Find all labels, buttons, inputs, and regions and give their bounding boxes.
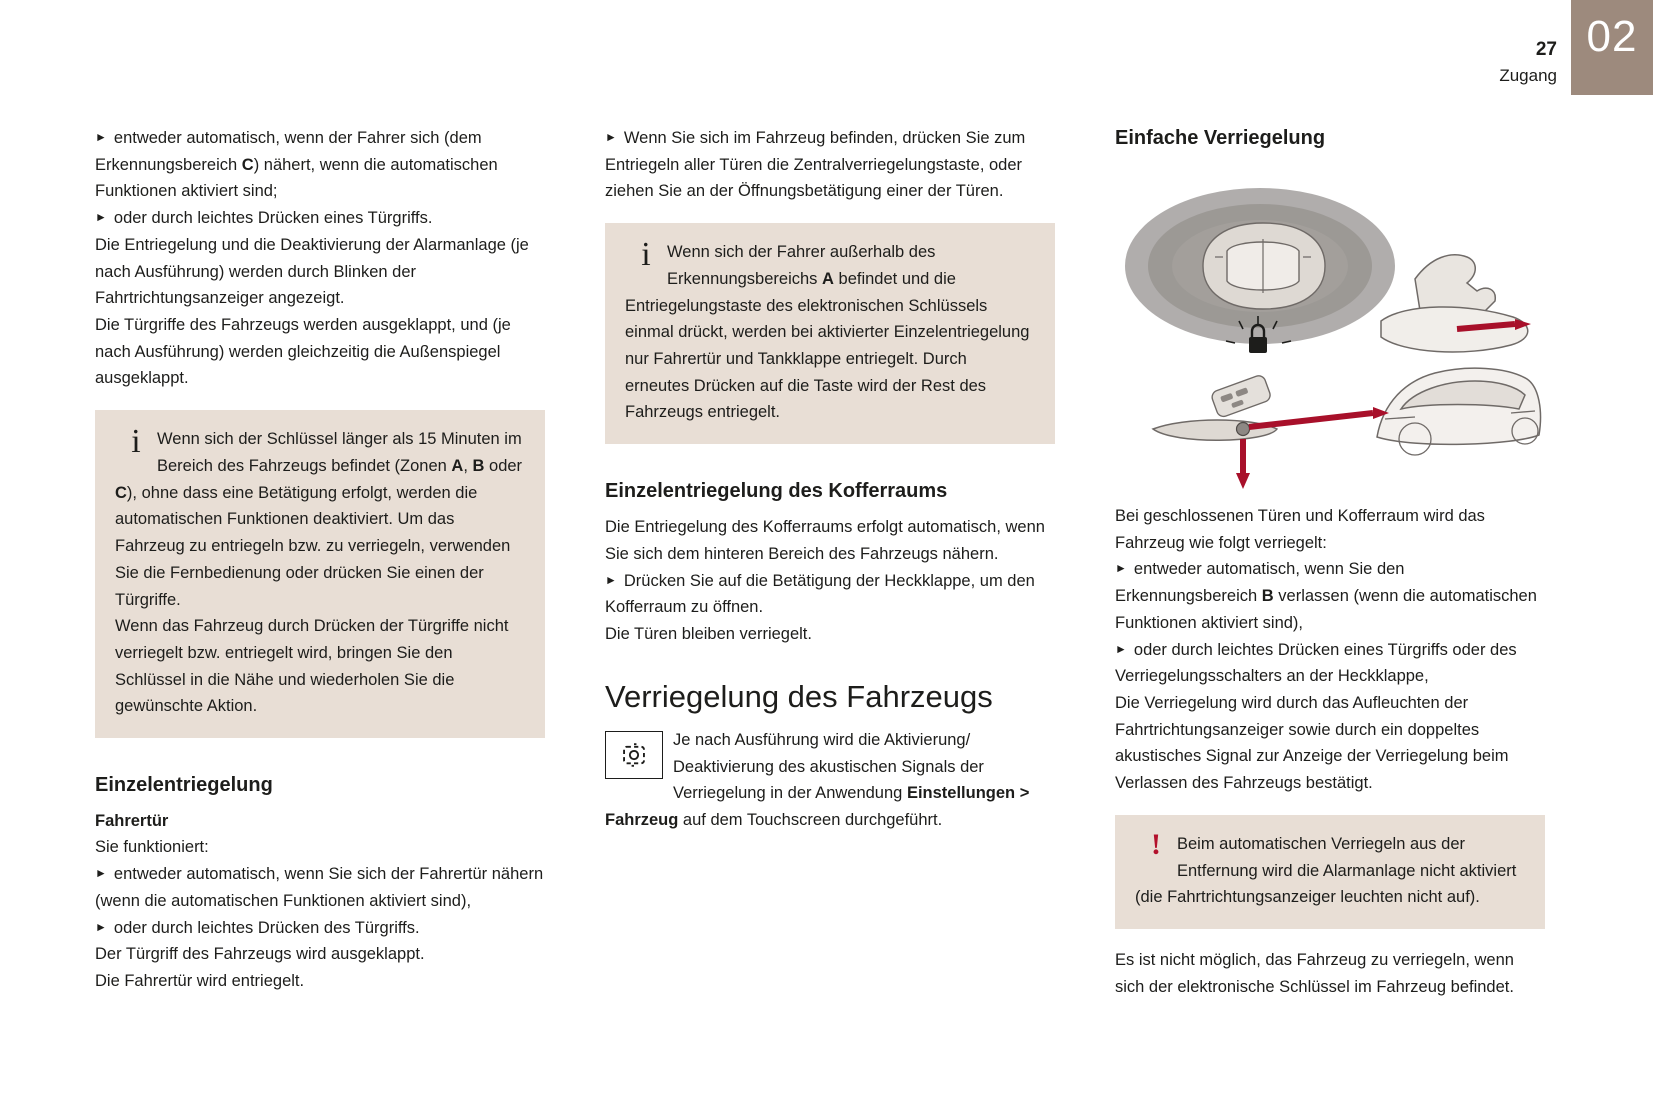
- list-item: [1115, 637, 1545, 690]
- paragraph: Die Verriegelung wird durch das Aufleuchten der Fahrtrichtungsanzeiger sowie durch ein doppeltes akustisches Signal zur Anzeige der Verriegelung beim Verlassen des Fahrzeugs bestätigt.: [1115, 694, 1509, 793]
- paragraph: Die Fahrertür wird entriegelt.: [95, 972, 305, 991]
- list-item-text: Drücken Sie auf die Betätigung der Heckklappe, um den Kofferraum zu öffnen.: [605, 571, 1035, 617]
- warning-note-box: [1115, 815, 1545, 929]
- paragraph: Die Entriegelung des Kofferraums erfolgt automatisch, wenn Sie sich dem hinteren Bereich des Fahrzeugs nähern.: [605, 518, 1045, 563]
- paragraph: Sie funktioniert:: [95, 838, 209, 857]
- list-item-text: entweder automatisch, wenn Sie sich der Fahrertür nähern (wenn die automatischen Funktionen aktiviert sind),: [95, 865, 544, 910]
- section-heading-einzelentriegelung: Einzelentriegelung: [95, 774, 273, 797]
- paragraph: Die Entriegelung und die Deaktivierung der Alarmanlage (je nach Ausführung) werden durch Blinken der Fahrtrichtungsanzeiger angezeigt.: [95, 235, 529, 308]
- list-item-text: entweder automatisch, wenn Sie den Erkennungsbereich B verlassen (wenn die automatischen Funktionen aktiviert sind),: [1115, 560, 1537, 632]
- list-item-text: entweder automatisch, wenn der Fahrer sich (dem Erkennungsbereich C) nähert, wenn die automatischen Funktionen aktiviert sind;: [95, 129, 498, 201]
- paragraph: Die Türgriffe des Fahrzeugs werden ausgeklappt, und (je nach Ausführung) werden gleichzeitig die Außenspiegel ausgeklappt.: [95, 316, 511, 388]
- section-heading-kofferraum: Einzelentriegelung des Kofferraums: [605, 480, 948, 503]
- triangle-right-icon: ►: [95, 866, 107, 881]
- triangle-right-icon: ►: [1115, 641, 1127, 656]
- subsection-heading-fahrertuer: Fahrertür: [95, 812, 169, 831]
- page-title-verriegelung: Verriegelung des Fahrzeugs: [605, 678, 993, 714]
- column-1: [95, 125, 545, 1001]
- locking-illustration: [1115, 161, 1545, 491]
- paragraph: Bei geschlossenen Türen und Kofferraum wird das Fahrzeug wie folgt verriegelt:: [1115, 507, 1485, 552]
- list-item: [605, 568, 1055, 621]
- paragraph: Der Türgriff des Fahrzeugs wird ausgeklappt.: [95, 945, 425, 964]
- section-heading-einfache-verriegelung: Einfache Verriegelung: [1115, 127, 1326, 149]
- chapter-name: Zugang: [1499, 65, 1557, 85]
- column-3: [1115, 125, 1545, 1001]
- column-2: [605, 125, 1055, 1001]
- chapter-number-tab: 02: [1571, 0, 1653, 95]
- note-text: Wenn sich der Fahrer außerhalb des Erkennungsbereichs A befindet und die Entriegelungstaste des elektronischen Schlüssels einmal drückt, werden bei aktivierter Einzelentriegelung nur Fahrertür und Tankklappe entriegelt. Durch erneutes Drücken auf die Taste wird der Rest des Fahrzeugs entriegelt.: [625, 243, 1030, 422]
- info-icon: i: [131, 423, 141, 461]
- page-columns: [95, 125, 1565, 1001]
- gear-note: [605, 727, 1055, 834]
- paragraph: Es ist nicht möglich, das Fahrzeug zu verriegeln, wenn sich der elektronische Schlüssel im Fahrzeug befindet.: [1115, 951, 1514, 996]
- info-icon: i: [641, 236, 651, 274]
- triangle-right-icon: ►: [95, 130, 107, 144]
- triangle-right-icon: ►: [95, 919, 107, 934]
- gear-note-text: Je nach Ausführung wird die Aktivierung/ Deaktivierung des akustischen Signals der Verriegelung in der Anwendung Einstellungen > Fahrzeug auf dem Touchscreen durchgeführt.: [605, 730, 1030, 830]
- page-header: [1253, 0, 1653, 100]
- triangle-right-icon: ►: [605, 572, 617, 587]
- triangle-right-icon: ►: [605, 130, 617, 144]
- list-item-text: oder durch leichtes Drücken eines Türgriffs.: [113, 209, 433, 228]
- gear-icon: [605, 731, 663, 779]
- note-text: Wenn sich der Schlüssel länger als 15 Minuten im Bereich des Fahrzeugs befindet (Zonen A, B oder C), ohne dass eine Betätigung erfolgt, werden die automatischen Funktionen deaktiviert. Um das Fahrzeug zu entriegeln bzw. zu verriegeln, verwenden Sie die Fernbedienung oder drücken Sie einen der Türgriffe. Wenn das Fahrzeug durch Drücken der Türgriffe nicht verriegelt bzw. entriegelt wird, bringen Sie den Schlüssel in die Nähe und wiederholen Sie die gewünschte Aktion.: [115, 430, 523, 716]
- triangle-right-icon: ►: [95, 210, 107, 225]
- paragraph: Die Türen bleiben verriegelt.: [605, 625, 812, 644]
- list-item-text: Wenn Sie sich im Fahrzeug befinden, drücken Sie zum Entriegeln aller Türen die Zentralverriegelungstaste, oder ziehen Sie an der Öffnungsbetätigung einer der Türen.: [605, 129, 1026, 201]
- warning-icon: !: [1151, 827, 1161, 861]
- list-item-text: oder durch leichtes Drücken eines Türgriffs oder des Verriegelungsschalters an der Heckklappe,: [1115, 640, 1517, 686]
- list-item: [95, 915, 545, 942]
- page-number: 27: [1535, 39, 1557, 60]
- list-item: [1115, 556, 1545, 636]
- list-item: [95, 125, 545, 205]
- list-item: [95, 205, 545, 232]
- info-note-box: [95, 410, 545, 738]
- list-item: [605, 125, 1055, 205]
- header-texts: [1499, 38, 1557, 87]
- list-item-text: oder durch leichtes Drücken des Türgriffs.: [113, 918, 420, 937]
- triangle-right-icon: ►: [1115, 561, 1127, 576]
- list-item: [95, 861, 545, 914]
- note-text: Beim automatischen Verriegeln aus der Entfernung wird die Alarmanlage nicht aktiviert (die Fahrtrichtungsanzeiger leuchten nicht auf).: [1135, 834, 1517, 907]
- info-note-box: [605, 223, 1055, 444]
